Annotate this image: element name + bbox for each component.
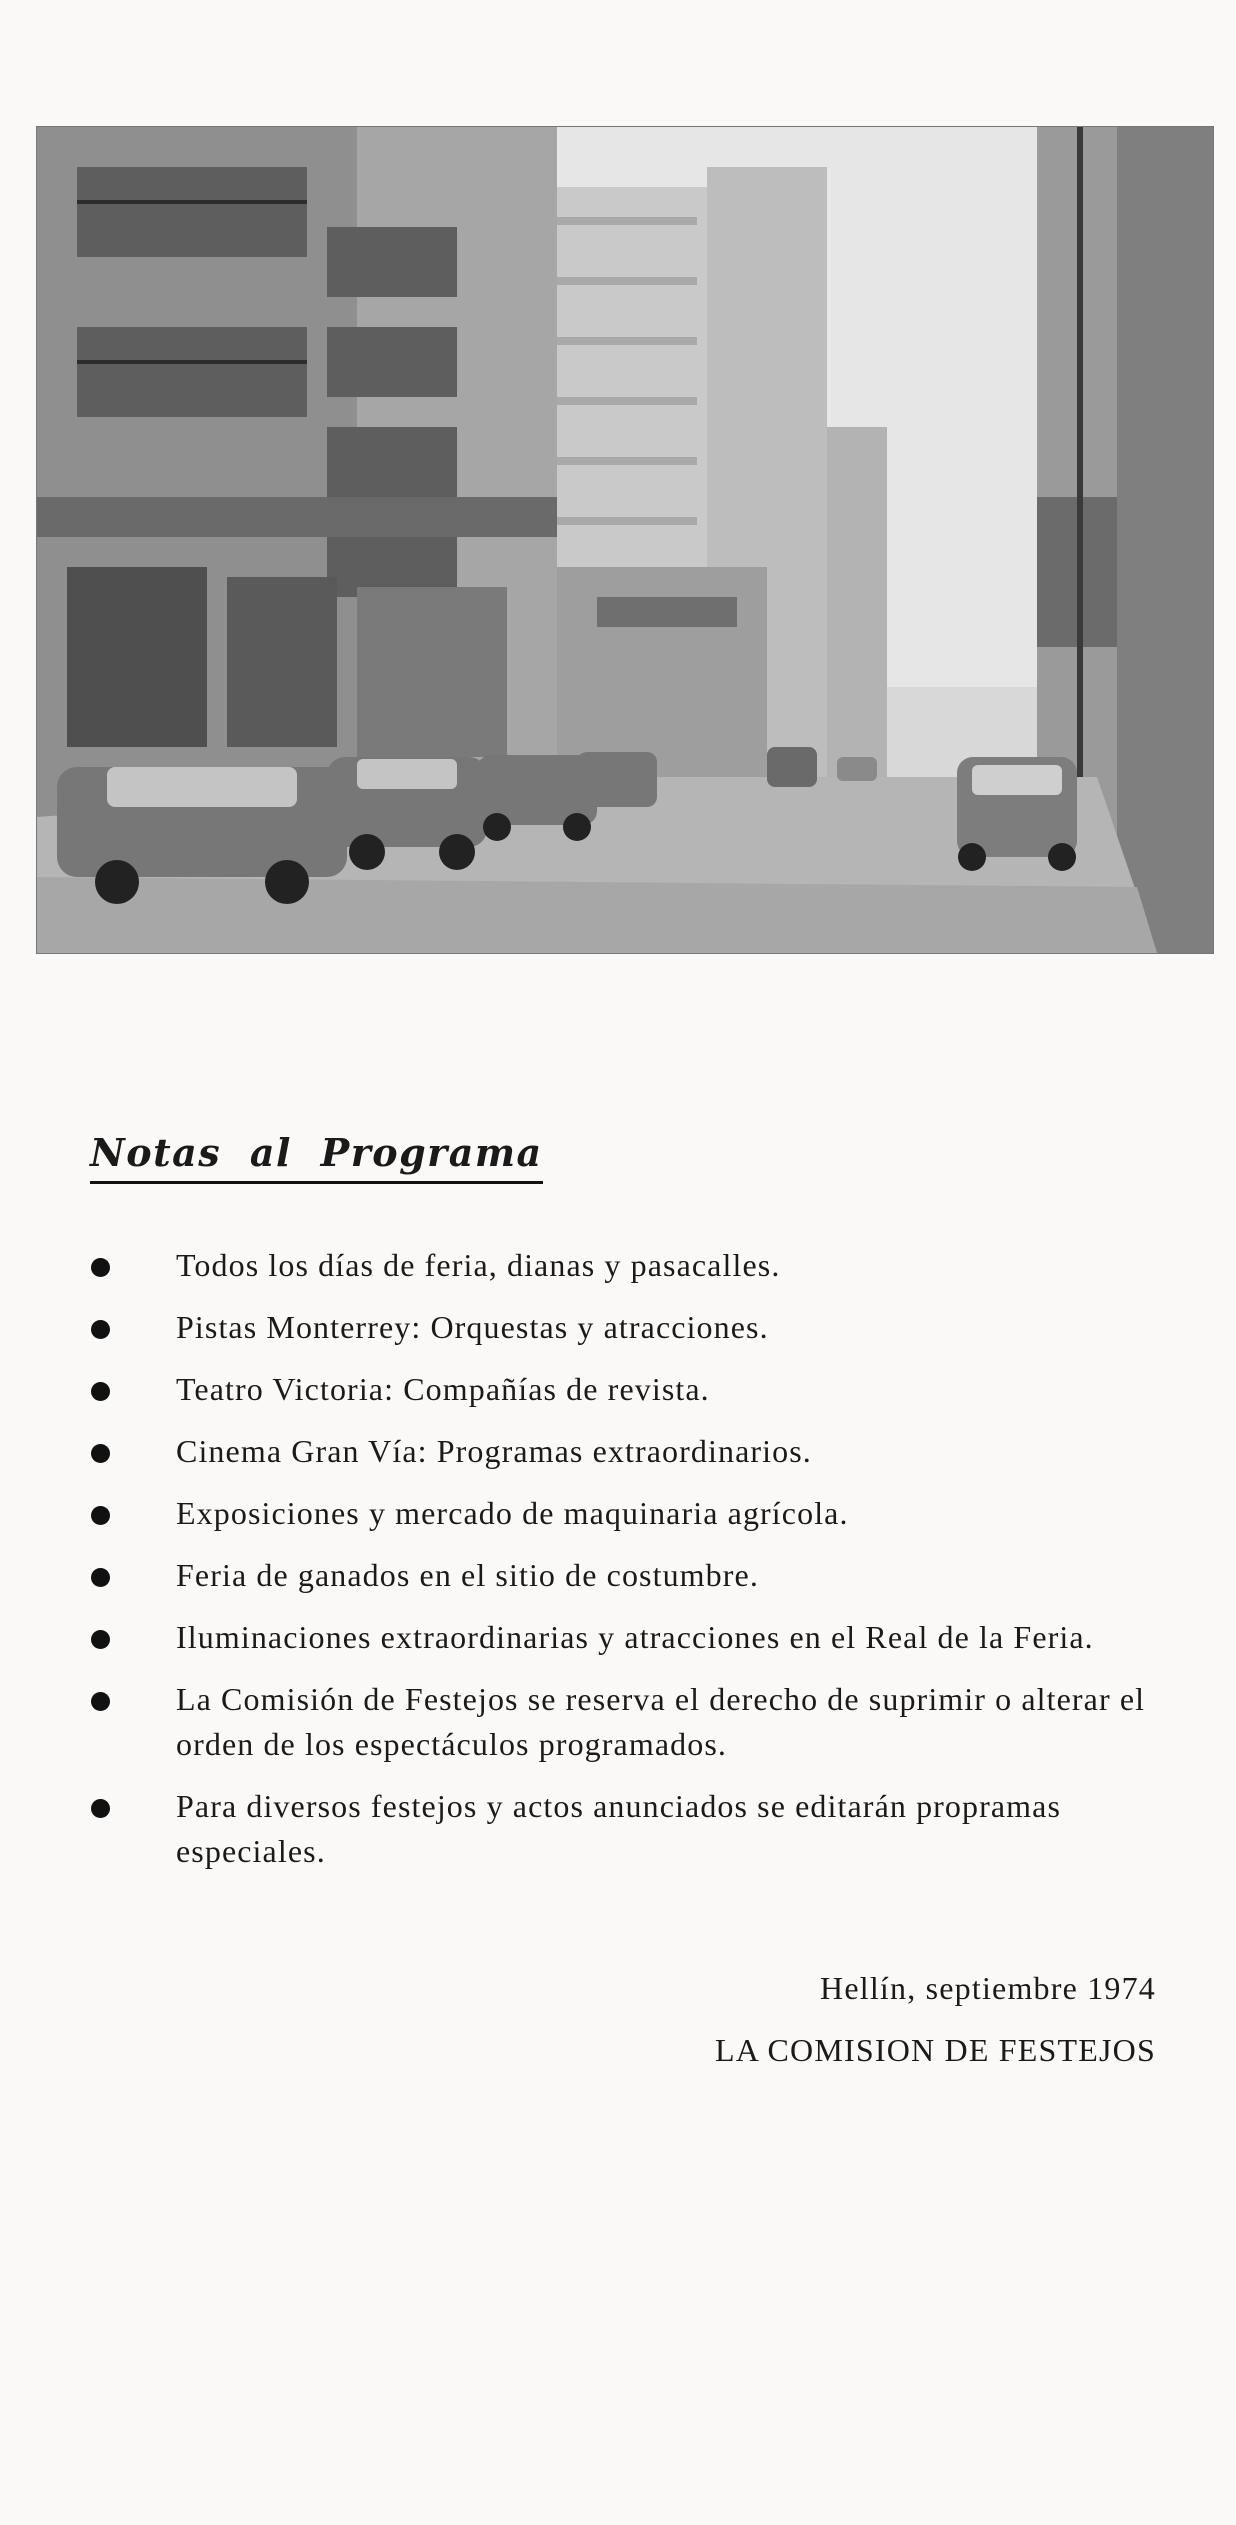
list-item (86, 1243, 1166, 1288)
bullet-icon (91, 1630, 110, 1649)
note-text: Teatro Victoria: Compañías de revista. (176, 1371, 710, 1407)
note-text: Pistas Monterrey: Orquestas y atracciones. (176, 1309, 769, 1345)
note-text: Para diversos festejos y actos anunciados se editarán propramas especiales. (176, 1788, 1062, 1869)
bullet-icon (91, 1568, 110, 1587)
signature: LA COMISION DE FESTEJOS (715, 2032, 1156, 2068)
bullet-icon (91, 1692, 110, 1711)
note-text: Exposiciones y mercado de maquinaria agrícola. (176, 1495, 849, 1531)
note-text: Iluminaciones extraordinarias y atracciones en el Real de la Feria. (176, 1619, 1094, 1655)
list-item (86, 1429, 1166, 1474)
bullet-icon (91, 1258, 110, 1277)
bullet-icon (91, 1506, 110, 1525)
note-text: Todos los días de feria, dianas y pasacalles. (176, 1247, 781, 1283)
bullet-icon (91, 1799, 110, 1818)
bullet-icon (91, 1444, 110, 1463)
list-item (86, 1491, 1166, 1536)
list-item (86, 1367, 1166, 1412)
page-title: Notas al Programa (90, 1130, 543, 1184)
note-text: Feria de ganados en el sitio de costumbre. (176, 1557, 759, 1593)
note-text: Cinema Gran Vía: Programas extraordinarios. (176, 1433, 812, 1469)
list-item (86, 1677, 1166, 1767)
list-item (86, 1615, 1166, 1660)
note-text: La Comisión de Festejos se reserva el derecho de suprimir o alterar el orden de los espectáculos programados. (176, 1681, 1146, 1762)
closing-block (715, 1966, 1156, 2090)
bullet-icon (91, 1320, 110, 1339)
list-item (86, 1305, 1166, 1350)
bullet-icon (91, 1382, 110, 1401)
place-date: Hellín, septiembre 1974 (820, 1970, 1156, 2006)
street-photo (36, 126, 1214, 954)
list-item (86, 1784, 1166, 1874)
program-notes-list (86, 1243, 1166, 1891)
list-item (86, 1553, 1166, 1598)
